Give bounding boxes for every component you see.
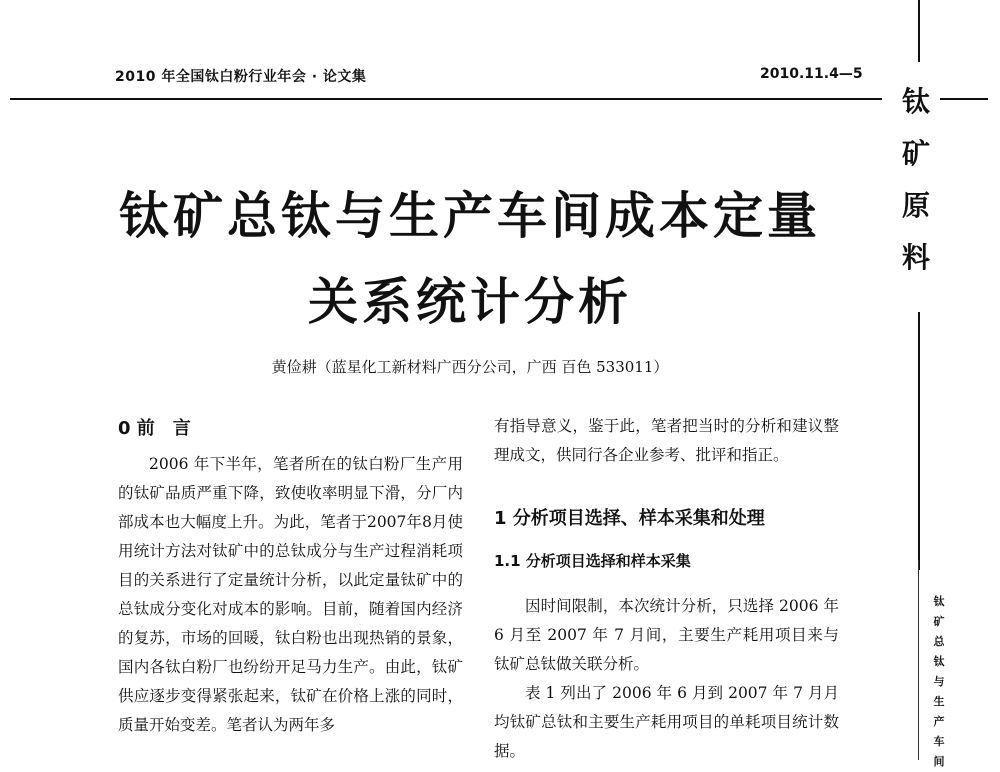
header-rule [10,98,882,100]
right-column-top [494,412,839,470]
running-header-left: 2010 年全国钛白粉行业年会 · 论文集 [115,69,367,85]
running-title-char: 产 [933,715,945,728]
running-title-char: 钛 [933,595,945,608]
body-paragraph: 表 1 列出了 2006 年 6 月到 2007 年 7 月月均钛矿总钛和主要生产耗用项目的单耗项目统计数据。 [494,684,839,760]
running-header-date: 2010.11.4—5 [760,66,863,82]
section-heading-1-1: 1.1 分析项目选择和样本采集 [494,552,691,570]
section-label-char: 原 [901,189,930,222]
author-affiliation: 黄俭耕（蓝星化工新材料广西分公司，广西 百色 533011） [271,358,669,376]
section-label-char: 料 [901,241,930,274]
paper-title-line-2: 关系统计分析 [308,273,632,331]
intro-continuation: 有指导意义，鉴于此，笔者把当时的分析和建议整理成文，供同行各企业参考、批评和指正。 [494,417,839,464]
section-label-char: 矿 [901,137,930,170]
margin-vertical-line-top [918,0,920,62]
running-title-char: 钛 [933,655,945,668]
running-title-vertical [928,592,950,772]
intro-paragraph: 2006 年下半年，笔者所在的钛白粉厂生产用的钛矿品质严重下降，致使收率明显下滑，分厂内部成本也大幅度上升。为此，笔者于2007年8月使用统计方法对钛矿中的总钛成分与生产过程消耗项目的关系进行了定量统计分析，以此定量钛矿中的总钛成分变化对成本的影响。目前，随着国内经济的复苏，市场的回暖，钛白粉也出现热销的景象，国内各钛白粉厂也纷纷开足马力生产。由此，钛矿供应逐步变得紧张起来，钛矿在价格上涨的同时，质量开始变差。笔者认为两年多 [118,455,463,734]
running-title-char: 总 [933,635,945,648]
section-label-vertical [896,76,936,284]
running-title-char: 生 [933,695,945,708]
body-paragraph: 因时间限制，本次统计分析，只选择 2006 年 6 月至 2007 年 7 月间，主要生产耗用项目来与钛矿总钛做关联分析。 [494,597,839,673]
header-rule-right [940,98,988,100]
margin-vertical-line-mid [918,312,920,570]
section-heading-1: 1 分析项目选择、样本采集和处理 [494,508,765,529]
running-title-char: 间 [933,755,945,768]
running-title-char: 与 [933,675,945,688]
running-title-char: 车 [933,735,945,748]
section-label-char: 钛 [901,85,930,118]
margin-vertical-line-bottom [918,560,919,760]
paper-title-line-1: 钛矿总钛与生产车间成本定量 [119,187,821,245]
running-title-char: 矿 [933,615,945,628]
left-column [118,450,463,740]
section-heading-intro: 0 前 言 [118,418,191,439]
right-column-body [494,592,839,766]
